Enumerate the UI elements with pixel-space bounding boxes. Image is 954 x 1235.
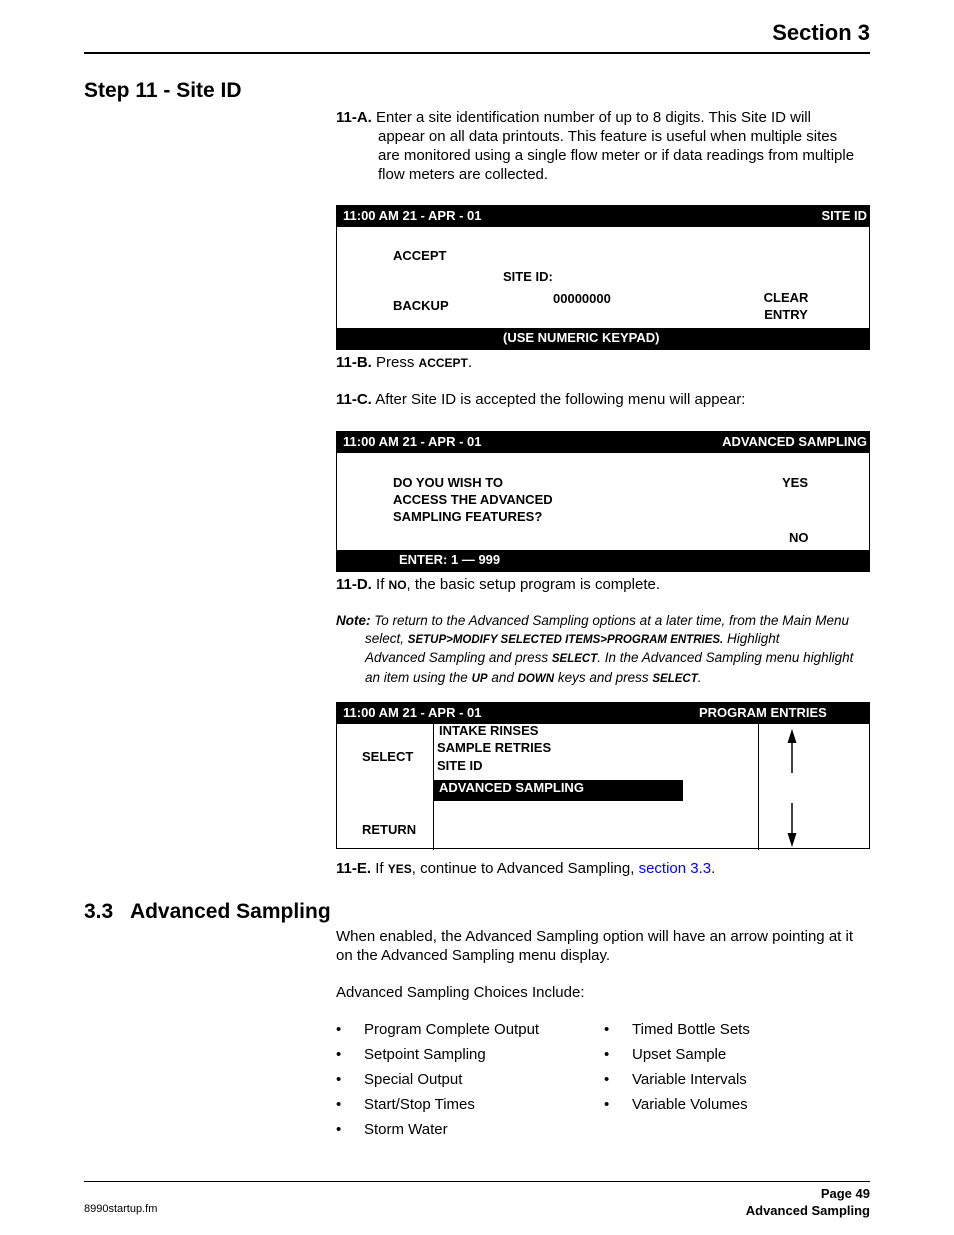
step-11c: [336, 390, 870, 409]
step-label: 11-A.: [336, 109, 372, 126]
step-text: Enter a site identification number of up to 8 digits. This Site ID will: [376, 109, 811, 126]
bullet-icon: •: [336, 1096, 342, 1113]
clear-entry-line: CLEAR: [763, 290, 809, 305]
step-text: If: [376, 576, 385, 593]
menu-item-site-id[interactable]: SITE ID: [437, 758, 483, 773]
footer-section: Advanced Sampling: [745, 1203, 870, 1218]
screen-title-bar: [337, 703, 869, 724]
clear-entry-line: ENTRY: [764, 307, 808, 322]
section-heading: [84, 900, 331, 924]
section-title: Advanced Sampling: [129, 900, 331, 923]
site-id-value[interactable]: 00000000: [553, 291, 611, 306]
yes-key[interactable]: YES: [782, 475, 809, 490]
menu-item-intake-rinses[interactable]: INTAKE RINSES: [439, 723, 539, 738]
screen-time: 11:00 AM 21 - APR - 01: [343, 705, 482, 720]
clear-entry-key[interactable]: [761, 289, 811, 323]
choices-intro: Advanced Sampling Choices Include:: [336, 984, 585, 1001]
bullet-icon: •: [604, 1021, 610, 1038]
screen-footer-text: (USE NUMERIC KEYPAD): [503, 330, 660, 345]
step-title: Step 11 - Site ID: [84, 79, 242, 102]
step-text: .: [711, 860, 716, 877]
question-line: SAMPLING FEATURES?: [393, 509, 543, 524]
program-entries-screen: [336, 702, 870, 849]
backup-key[interactable]: BACKUP: [393, 298, 449, 313]
step-text: , the basic setup program is complete.: [406, 576, 661, 593]
screen-title-bar: [337, 432, 869, 453]
site-id-label: SITE ID:: [503, 269, 553, 284]
note-block: [336, 612, 870, 688]
return-key[interactable]: RETURN: [362, 822, 417, 837]
step-label: 11-B.: [336, 354, 372, 371]
note-text: .: [697, 669, 702, 685]
key-name: SELECT: [652, 672, 698, 685]
step-11d: [336, 575, 870, 595]
note-text: To return to the Advanced Sampling options at a later time, from the Main Menu: [374, 613, 850, 628]
footer-page-info: [746, 1185, 870, 1219]
screen-footer-bar: [337, 328, 869, 349]
scroll-down-arrow-icon[interactable]: [785, 801, 799, 847]
note-text: keys and press: [557, 669, 649, 685]
step-text: If: [375, 860, 384, 877]
scroll-up-arrow-icon[interactable]: [785, 729, 799, 775]
step-11a: [336, 108, 870, 184]
key-name: ACCEPT: [418, 356, 468, 370]
step-11e: [336, 859, 870, 879]
accept-key[interactable]: ACCEPT: [393, 248, 447, 263]
screen-time: 11:00 AM 21 - APR - 01: [343, 434, 482, 449]
paragraph-line: When enabled, the Advanced Sampling option will have an arrow pointing at it: [336, 928, 853, 945]
bullet-icon: •: [336, 1121, 342, 1138]
page-number: Page 49: [820, 1186, 870, 1201]
question-text: [393, 474, 553, 525]
question-line: ACCESS THE ADVANCED: [393, 492, 553, 507]
menu-item-advanced-sampling[interactable]: ADVANCED SAMPLING: [439, 780, 584, 795]
step-text: Press: [376, 354, 415, 371]
advanced-sampling-screen: [336, 431, 870, 572]
screen-title-bar: [337, 206, 869, 227]
step-label: 11-E.: [336, 860, 372, 877]
no-key[interactable]: NO: [789, 530, 809, 545]
note-text: an item using the: [365, 669, 468, 685]
bullet-icon: •: [604, 1046, 610, 1063]
section-link[interactable]: section 3.3: [638, 860, 712, 877]
header-rule: [84, 52, 870, 54]
note-label: Note:: [336, 613, 371, 628]
key-name: NO: [388, 578, 407, 592]
select-key[interactable]: SELECT: [362, 749, 414, 764]
step-text: .: [467, 354, 473, 371]
step-label: 11-C.: [336, 391, 372, 408]
bullet-icon: •: [336, 1046, 342, 1063]
step-text: , continue to Advanced Sampling,: [411, 860, 635, 877]
key-name: SELECT: [551, 653, 598, 665]
footer-rule: [84, 1181, 870, 1182]
bullet-icon: •: [336, 1021, 342, 1038]
section-number: 3.3: [84, 900, 114, 923]
note-text: and: [491, 669, 514, 685]
step-text: flow meters are collected.: [378, 166, 549, 183]
site-id-screen: [336, 205, 870, 350]
screen-footer-bar: [337, 550, 869, 571]
note-text: Highlight: [727, 630, 780, 646]
bullet-icon: •: [604, 1096, 610, 1113]
menu-item-sample-retries[interactable]: SAMPLE RETRIES: [437, 740, 552, 755]
bullet-icon: •: [604, 1071, 610, 1088]
note-text: Advanced Sampling and press: [365, 650, 549, 665]
step-11b: [336, 353, 870, 373]
screen-title: SITE ID: [821, 208, 867, 223]
step-text: appear on all data printouts. This feature is useful when multiple sites: [378, 128, 838, 145]
screen-footer-text: ENTER: 1 — 999: [399, 552, 501, 567]
bullet-icon: •: [336, 1071, 342, 1088]
step-text: are monitored using a single flow meter or if data readings from multiple: [378, 147, 855, 164]
paragraph-line: on the Advanced Sampling menu display.: [336, 947, 611, 964]
menu-path: SETUP>MODIFY SELECTED ITEMS>PROGRAM ENTRIES.: [407, 633, 724, 646]
key-name: YES: [387, 862, 412, 876]
key-name: DOWN: [517, 672, 555, 685]
screen-title: ADVANCED SAMPLING: [722, 434, 867, 449]
key-name: UP: [471, 672, 488, 685]
intro-paragraph: [336, 927, 870, 965]
note-text: select,: [365, 630, 405, 646]
section-header: Section 3: [772, 20, 870, 45]
screen-time: 11:00 AM 21 - APR - 01: [343, 208, 482, 223]
note-text: . In the Advanced Sampling menu highlight: [597, 650, 854, 665]
footer-filename: 8990startup.fm: [84, 1203, 158, 1215]
step-text: After Site ID is accepted the following menu will appear:: [375, 391, 746, 408]
divider-right: [758, 724, 759, 850]
screen-title: PROGRAM ENTRIES: [699, 705, 827, 720]
step-label: 11-D.: [336, 576, 372, 593]
question-line: DO YOU WISH TO: [393, 475, 504, 490]
